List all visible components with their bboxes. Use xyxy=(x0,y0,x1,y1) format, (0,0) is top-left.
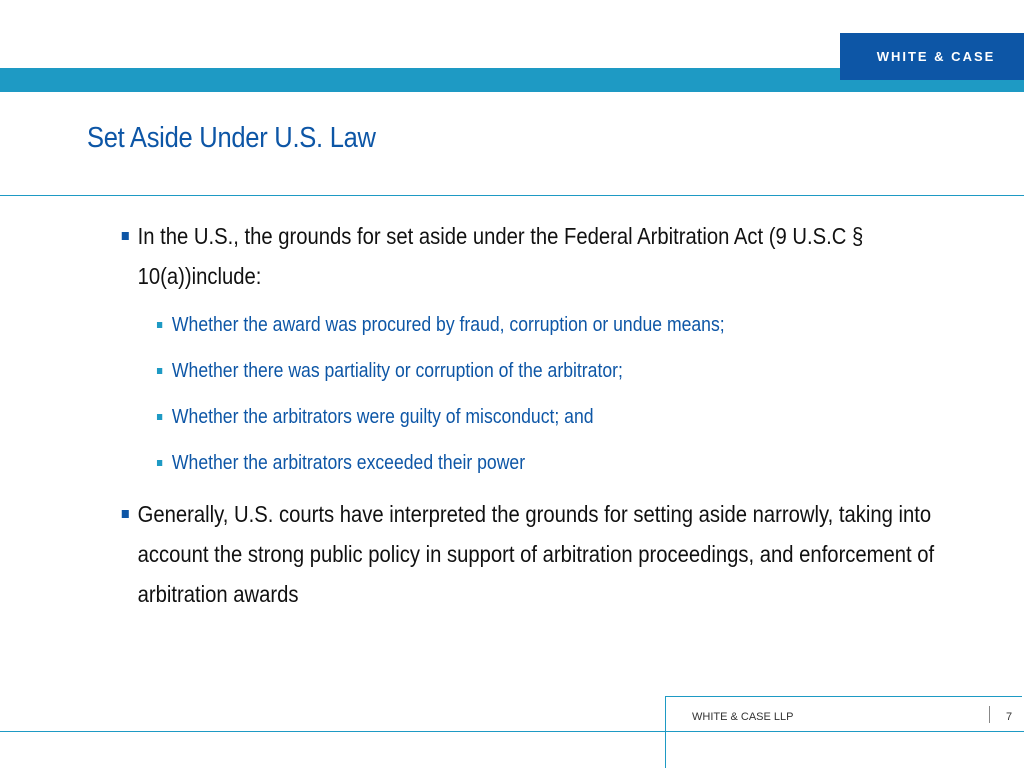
slide-title: Set Aside Under U.S. Law xyxy=(87,122,376,154)
sub-bullet-item xyxy=(120,440,964,486)
square-bullet-icon xyxy=(157,322,162,328)
footer-firm-name: WHITE & CASE LLP xyxy=(692,711,794,723)
bullet-text: Generally, U.S. courts have interpreted the grounds for setting aside narrowly, taking into account the strong public policy in support of arbitration proceedings, and enforcement of arbitration awards xyxy=(137,501,935,607)
white-case-logo xyxy=(840,33,1024,80)
logo-text: WHITE & CASE xyxy=(876,49,996,64)
sub-bullet-text: Whether the arbitrators exceeded their power xyxy=(171,452,526,474)
slide-body xyxy=(120,216,980,614)
bullet-item-courts xyxy=(120,494,947,614)
footer-left-frame xyxy=(0,731,666,768)
bullet-item-grounds xyxy=(120,216,947,296)
title-divider xyxy=(0,195,1024,196)
sub-bullet-text: Whether the arbitrators were guilty of misconduct; and xyxy=(171,406,594,428)
page-number: 7 xyxy=(1006,711,1013,723)
bullet-text: In the U.S., the grounds for set aside under the Federal Arbitration Act (9 U.S.C § 10(a))include: xyxy=(137,223,864,289)
sub-bullet-list xyxy=(120,302,980,486)
sub-bullet-item xyxy=(120,348,964,394)
square-bullet-icon xyxy=(157,368,162,374)
square-bullet-icon xyxy=(157,414,162,420)
footer-divider xyxy=(666,731,1024,732)
sub-bullet-text: Whether the award was procured by fraud, corruption or undue means; xyxy=(171,314,725,336)
sub-bullet-item xyxy=(120,394,964,440)
sub-bullet-item xyxy=(120,302,964,348)
square-bullet-icon xyxy=(122,510,129,518)
square-bullet-icon xyxy=(122,232,129,240)
footer-separator xyxy=(989,706,990,723)
square-bullet-icon xyxy=(157,460,162,466)
sub-bullet-text: Whether there was partiality or corruption of the arbitrator; xyxy=(171,360,623,382)
